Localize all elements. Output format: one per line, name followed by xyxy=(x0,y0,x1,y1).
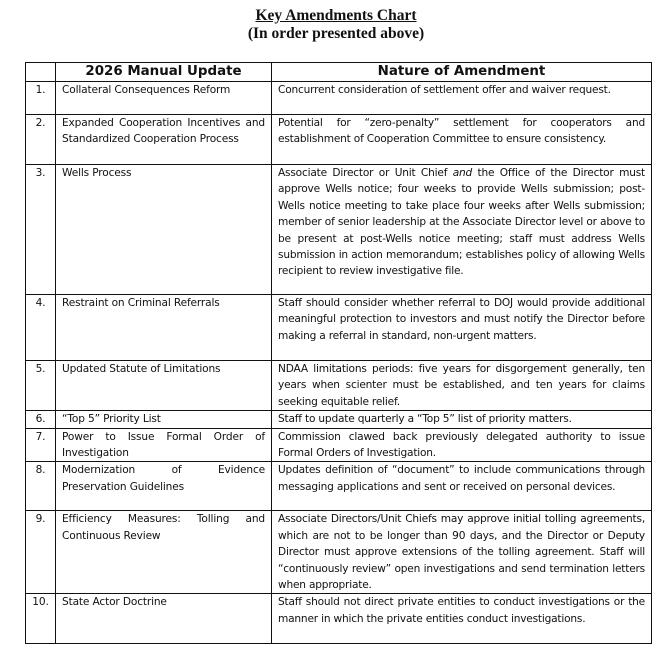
row-nature: Updates definition of “document” to include communications through messaging applications and sent or received on personal devices. xyxy=(272,462,652,511)
table-header-row xyxy=(26,63,652,82)
row-nature-post: the Office of the Director must approve Wells notice; four weeks to provide Wells submission; post-Wells notice meeting to take place four weeks after Wells submission; member of senior leadership at the Associate Director level or above to be present at post-Wells notice meeting; staff must address Wells submission in action memorandum; establishes policy of allowing Wells recipient to review investigative file. xyxy=(278,167,645,278)
header-manual-update: 2026 Manual Update xyxy=(56,63,272,82)
row-nature: Concurrent consideration of settlement offer and waiver request. xyxy=(272,82,652,115)
table-row xyxy=(26,295,652,361)
row-update: Power to Issue Formal Order of Investigation xyxy=(56,428,272,462)
row-nature: Commission clawed back previously delegated authority to issue Formal Orders of Investigation. xyxy=(272,428,652,462)
row-number: 10. xyxy=(26,594,56,644)
row-nature: Staff should not direct private entities to conduct investigations or the manner in which the private entities conduct investigations. xyxy=(272,594,652,644)
header-nature-of-amendment: Nature of Amendment xyxy=(272,63,652,82)
row-number: 5. xyxy=(26,361,56,411)
amendments-table xyxy=(25,62,652,644)
row-update: Collateral Consequences Reform xyxy=(56,82,272,115)
table-row xyxy=(26,462,652,511)
row-nature-pre: Associate Director or Unit Chief xyxy=(278,167,453,179)
row-update: Wells Process xyxy=(56,165,272,295)
row-update: Expanded Cooperation Incentives and Standardized Cooperation Process xyxy=(56,115,272,165)
row-number: 2. xyxy=(26,115,56,165)
table-row xyxy=(26,428,652,462)
row-number: 6. xyxy=(26,411,56,428)
row-update: Updated Statute of Limitations xyxy=(56,361,272,411)
row-update: State Actor Doctrine xyxy=(56,594,272,644)
row-nature: Potential for “zero-penalty” settlement for cooperators and establishment of Cooperation Committee to ensure consistency. xyxy=(272,115,652,165)
row-number: 3. xyxy=(26,165,56,295)
table-row xyxy=(26,511,652,594)
row-nature: NDAA limitations periods: five years for disgorgement generally, ten years when scienter must be established, and ten years for claims seeking equitable relief. xyxy=(272,361,652,411)
table-row xyxy=(26,82,652,115)
chart-title: Key Amendments Chart xyxy=(255,7,417,24)
chart-title-block xyxy=(0,7,672,43)
chart-subtitle: (In order presented above) xyxy=(247,25,425,42)
row-number: 8. xyxy=(26,462,56,511)
row-number: 4. xyxy=(26,295,56,361)
table-row xyxy=(26,115,652,165)
table-row xyxy=(26,361,652,411)
row-nature-emphasis: and xyxy=(452,167,473,179)
row-nature: Staff should consider whether referral to DOJ would provide additional meaningful protection to investors and must notify the Director before making a referral in standard, non-urgent matters. xyxy=(272,295,652,361)
row-number: 7. xyxy=(26,428,56,462)
table-row xyxy=(26,165,652,295)
row-nature: Staff to update quarterly a “Top 5” list of priority matters. xyxy=(272,411,652,428)
header-number xyxy=(26,63,56,82)
row-nature xyxy=(272,165,652,295)
row-update: Modernization of Evidence Preservation Guidelines xyxy=(56,462,272,511)
row-number: 1. xyxy=(26,82,56,115)
table-row xyxy=(26,411,652,428)
row-number: 9. xyxy=(26,511,56,594)
row-update: Efficiency Measures: Tolling and Continuous Review xyxy=(56,511,272,594)
table-row xyxy=(26,594,652,644)
row-update: Restraint on Criminal Referrals xyxy=(56,295,272,361)
row-update: “Top 5” Priority List xyxy=(56,411,272,428)
row-nature: Associate Directors/Unit Chiefs may approve initial tolling agreements, which are not to be longer than 90 days, and the Director or Deputy Director must approve extensions of the tolling agreement. Staff will “continuously review” open investigations and send termination letters when appropriate. xyxy=(272,511,652,594)
